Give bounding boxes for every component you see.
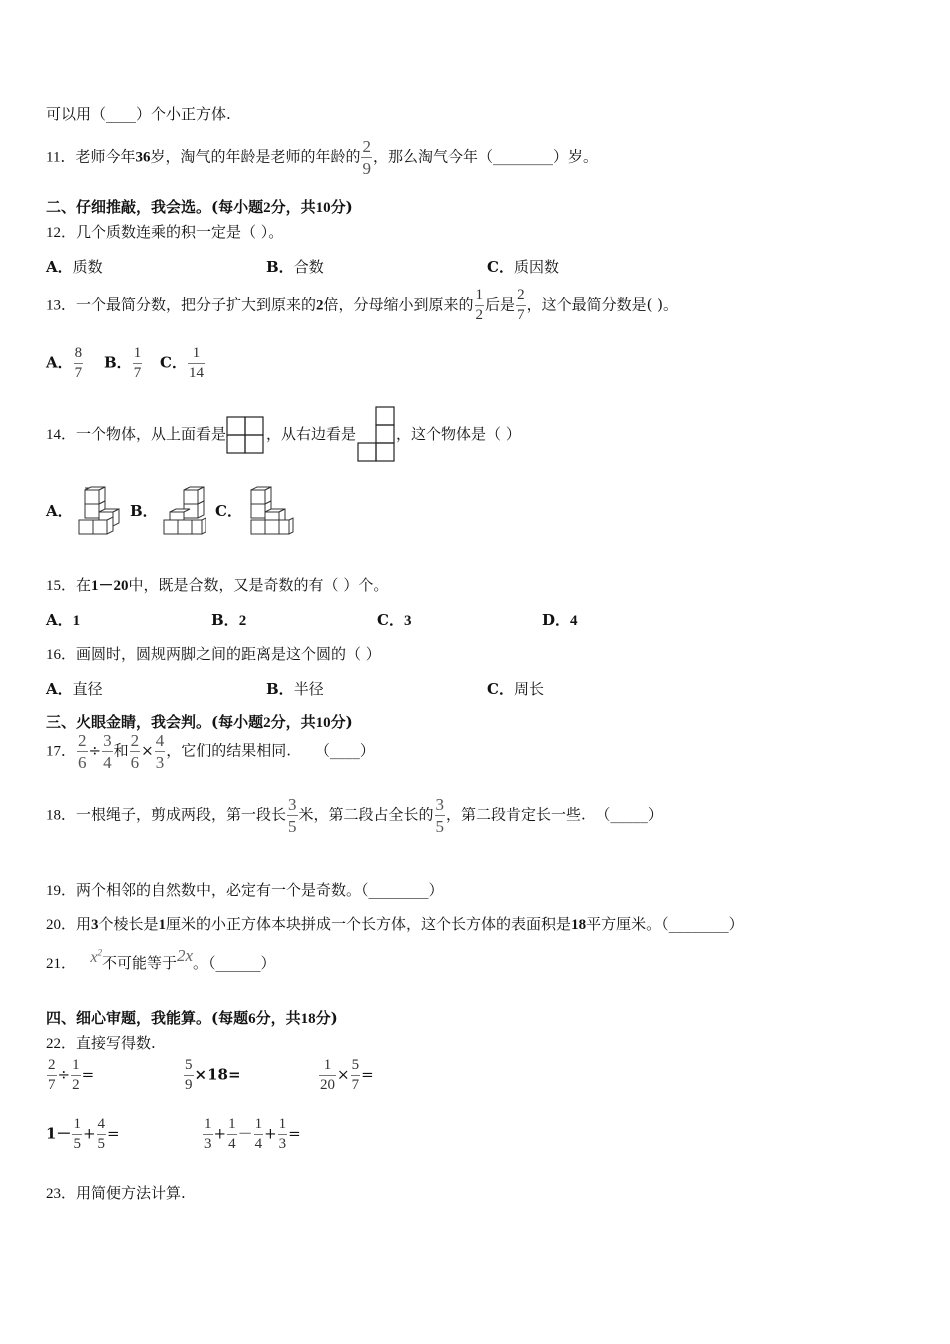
section-3-title: 三、火眼金睛，我会判。(每小题2分，共10分) bbox=[46, 713, 353, 731]
question-17: 17． $\frac{2}{6}$ ÷ $\frac{3}{4}$ 和 $\frac{2}{6}$ × $\frac{4}{3}$ ，它们的结果相同. （____） bbox=[46, 731, 375, 772]
q16-option-a[interactable]: A．直径 bbox=[46, 680, 103, 698]
q12-option-b[interactable]: B．合数 bbox=[266, 258, 324, 276]
q13-option-c[interactable]: C． $\frac{1}{14}$ bbox=[160, 345, 204, 381]
question-19: 19．两个相邻的自然数中，必定有一个是奇数。（________） bbox=[46, 881, 444, 899]
answer-blank[interactable]: （_____） bbox=[595, 805, 663, 824]
q15-option-a[interactable]: A．1 bbox=[46, 611, 81, 629]
top-view-figure bbox=[226, 416, 266, 454]
question-12: 12．几个质数连乘的积一定是（ ）。 bbox=[46, 223, 284, 241]
section-4-title: 四、细心审题，我能算。(每题6分，共18分) bbox=[46, 1009, 338, 1027]
question-13: 13．一个最简分数，把分子扩大到原来的2倍，分母缩小到原来的 $\frac{1}{2}$ 后是 $\frac{2}{7}$ ，这个最简分数是( )。 bbox=[46, 287, 679, 323]
calc-item-c: $\frac{1}{20}$ × $\frac{5}{7}$ = bbox=[320, 1057, 374, 1093]
q12-option-a[interactable]: A．质数 bbox=[46, 258, 103, 276]
calc-item-b: $\frac{5}{9}$ ×18= bbox=[185, 1057, 241, 1093]
q15-option-d[interactable]: D．4 bbox=[542, 611, 578, 629]
section-2-title: 二、仔细推敲，我会选。(每小题2分，共10分) bbox=[46, 198, 353, 216]
calc-item-a: $\frac{2}{7}$ ÷ $\frac{1}{2}$ = bbox=[48, 1057, 95, 1093]
q12-option-c[interactable]: C．质因数 bbox=[487, 258, 559, 276]
answer-blank[interactable]: （____） bbox=[314, 741, 375, 760]
cube-figure-c bbox=[247, 486, 295, 538]
right-view-figure bbox=[356, 406, 396, 464]
question-20: 20．用3个棱长是1厘米的小正方体本块拼成一个长方体，这个长方体的表面积是18平方厘米。（________） bbox=[46, 915, 744, 933]
question-21: 21． $x^2$不可能等于2x。（______） bbox=[46, 946, 276, 972]
question-15: 15．在1－20中，既是合数，又是奇数的有（ ）个。 bbox=[46, 576, 389, 594]
cube-figure-a bbox=[77, 486, 121, 538]
fraction: $\frac{1}{2}$ bbox=[475, 287, 484, 323]
q10-tail: 可以用（____）个小正方体. bbox=[46, 105, 231, 123]
question-18: 18．一根绳子，剪成两段，第一段长 $\frac{3}{5}$ 米，第二段占全长的 $\frac{3}{5}$ ，第二段肯定长一些. （_____） bbox=[46, 795, 663, 836]
question-11: 11．老师今年36岁，淘气的年龄是老师的年龄的 $\frac{2}{9}$ ，那么淘气今年（________）岁。 bbox=[46, 137, 598, 178]
question-22: 22．直接写得数. bbox=[46, 1034, 156, 1052]
question-14: 14．一个物体，从上面看是 ，从右边看是 ，这个物体是（ ） bbox=[46, 406, 521, 464]
calc-item-d: 1－ $\frac{1}{5}$ + $\frac{4}{5}$ = bbox=[46, 1116, 120, 1152]
q14-option-a[interactable]: A． bbox=[46, 486, 121, 538]
q16-option-c[interactable]: C．周长 bbox=[487, 680, 544, 698]
q14-option-b[interactable]: B． bbox=[130, 486, 206, 538]
cube-figure-b bbox=[162, 486, 206, 538]
question-23: 23．用简便方法计算. bbox=[46, 1184, 186, 1202]
fraction: $\frac{2}{9}$ bbox=[362, 137, 371, 178]
q16-option-b[interactable]: B．半径 bbox=[266, 680, 324, 698]
question-16: 16．画圆时，圆规两脚之间的距离是这个圆的（ ） bbox=[46, 645, 381, 663]
q14-option-c[interactable]: C． bbox=[215, 486, 295, 538]
q13-option-b[interactable]: B． $\frac{1}{7}$ bbox=[104, 345, 142, 381]
calc-item-e: $\frac{1}{3}$ + $\frac{1}{4}$ － $\frac{1}{4}$ + $\frac{1}{3}$ = bbox=[204, 1116, 301, 1152]
q15-option-c[interactable]: C．3 bbox=[377, 611, 412, 629]
q13-option-a[interactable]: A． $\frac{8}{7}$ bbox=[46, 345, 83, 381]
fraction: $\frac{2}{7}$ bbox=[517, 287, 525, 323]
q15-option-b[interactable]: B．2 bbox=[211, 611, 247, 629]
